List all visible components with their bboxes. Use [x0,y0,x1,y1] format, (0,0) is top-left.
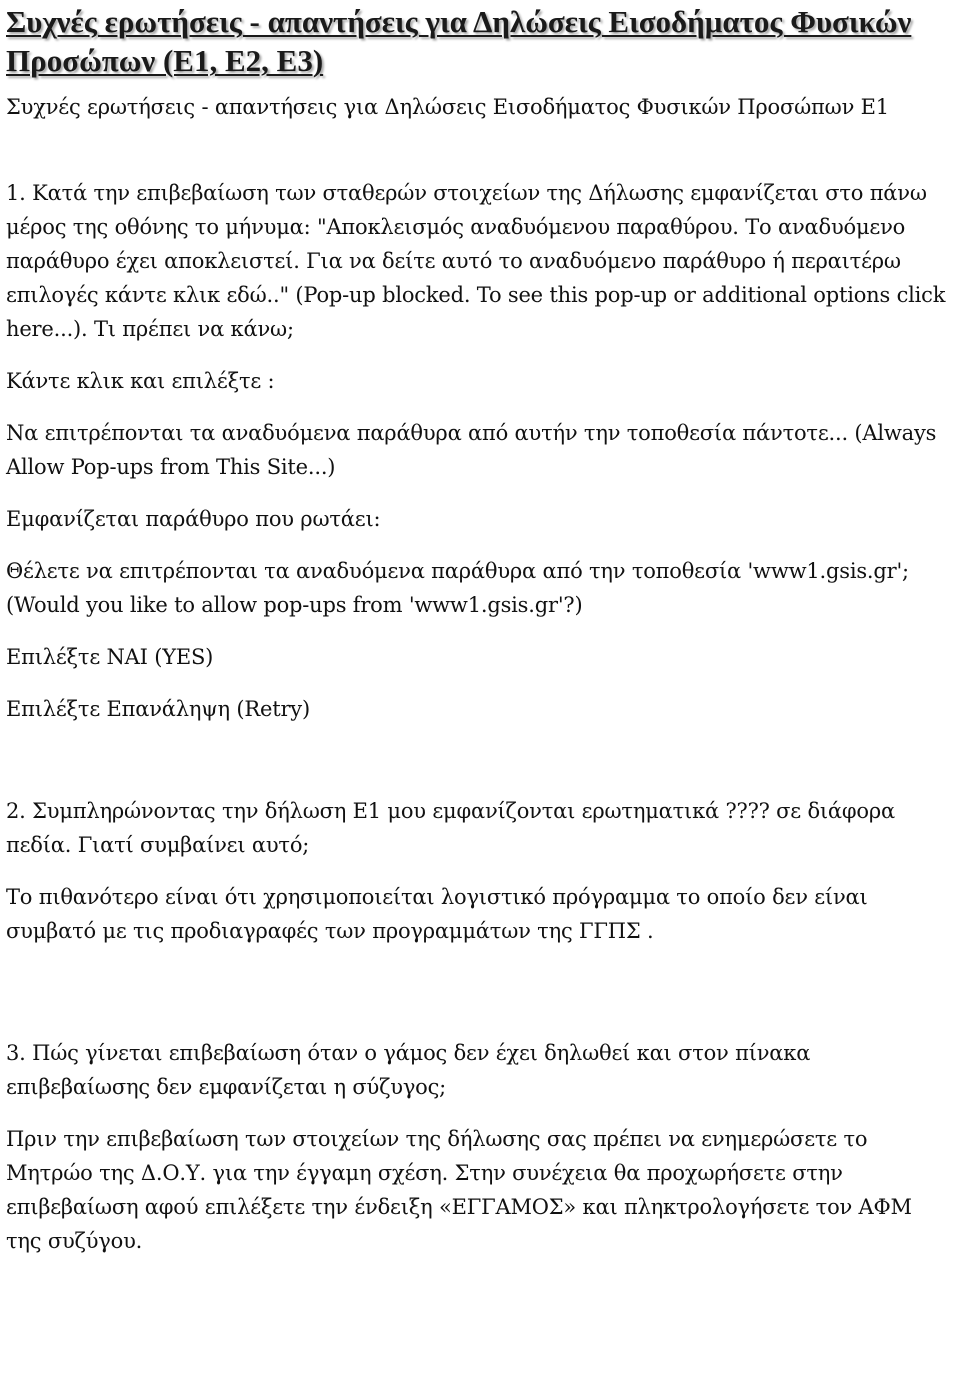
question-2: 2. Συμπληρώνοντας την δήλωση Ε1 μου εμφανίζονται ερωτηματικά ???? σε διάφορα πεδία. Γιατί συμβαίνει αυτό; [6,799,895,857]
answer-2: Το πιθανότερο είναι ότι χρησιμοποιείται λογιστικό πρόγραμμα το οποίο δεν είναι συμβατό με τις προδιαγραφές των προγραμμάτων της ΓΓΠΣ . [6,885,868,943]
answer-1-line-5: Επιλέξτε ΝΑΙ (YES) [6,645,214,669]
question-1: 1. Κατά την επιβεβαίωση των σταθερών στοιχείων της Δήλωσης εμφανίζεται στο πάνω μέρος της οθόνης το μήνυμα: "Αποκλεισμός αναδυόμενου παραθύρου. Το αναδυόμενο παράθυρο έχει αποκλειστεί. Για να δείτε αυτό το αναδυόμενο παράθυρο ή περαιτέρω επιλογές κάντε κλικ εδώ.." (Pop-up blocked. To see this pop-up or additional options click here...). Τι πρέπει να κάνω; [6,181,946,341]
question-3: 3. Πώς γίνεται επιβεβαίωση όταν ο γάμος δεν έχει δηλωθεί και στον πίνακα επιβεβαίωσης δεν εμφανίζεται η σύζυγος; [6,1041,811,1099]
answer-1-line-1: Κάντε κλικ και επιλέξτε : [6,369,275,393]
answer-3: Πριν την επιβεβαίωση των στοιχείων της δήλωσης σας πρέπει να ενημερώσετε το Μητρώο της Δ.Ο.Υ. για την έγγαμη σχέση. Στην συνέχεια θα προχωρήσετε στην επιβεβαίωση αφού επιλέξετε την ένδειξη «ΕΓΓΑΜΟΣ» και πληκτρολογήσετε τον ΑΦΜ της συζύγου. [6,1127,912,1253]
answer-1-line-2: Να επιτρέπονται τα αναδυόμενα παράθυρα από αυτήν την τοποθεσία πάντοτε... (Always Allow Pop-ups from This Site...) [6,421,937,479]
answer-1-line-4: Θέλετε να επιτρέπονται τα αναδυόμενα παράθυρα από την τοποθεσία 'www1.gsis.gr'; (Would you like to allow pop-ups from 'www1.gsis.gr'?) [6,559,909,617]
answer-1-line-3: Εμφανίζεται παράθυρο που ρωτάει: [6,507,381,531]
section-subtitle: Συχνές ερωτήσεις - απαντήσεις για Δηλώσεις Εισοδήματος Φυσικών Προσώπων Ε1 [6,95,889,119]
answer-1-line-6: Επιλέξτε Επανάληψη (Retry) [6,697,310,721]
page-title: Συχνές ερωτήσεις - απαντήσεις για Δηλώσεις Εισοδήματος Φυσικών Προσώπων (Ε1, Ε2, Ε3) [6,4,912,78]
